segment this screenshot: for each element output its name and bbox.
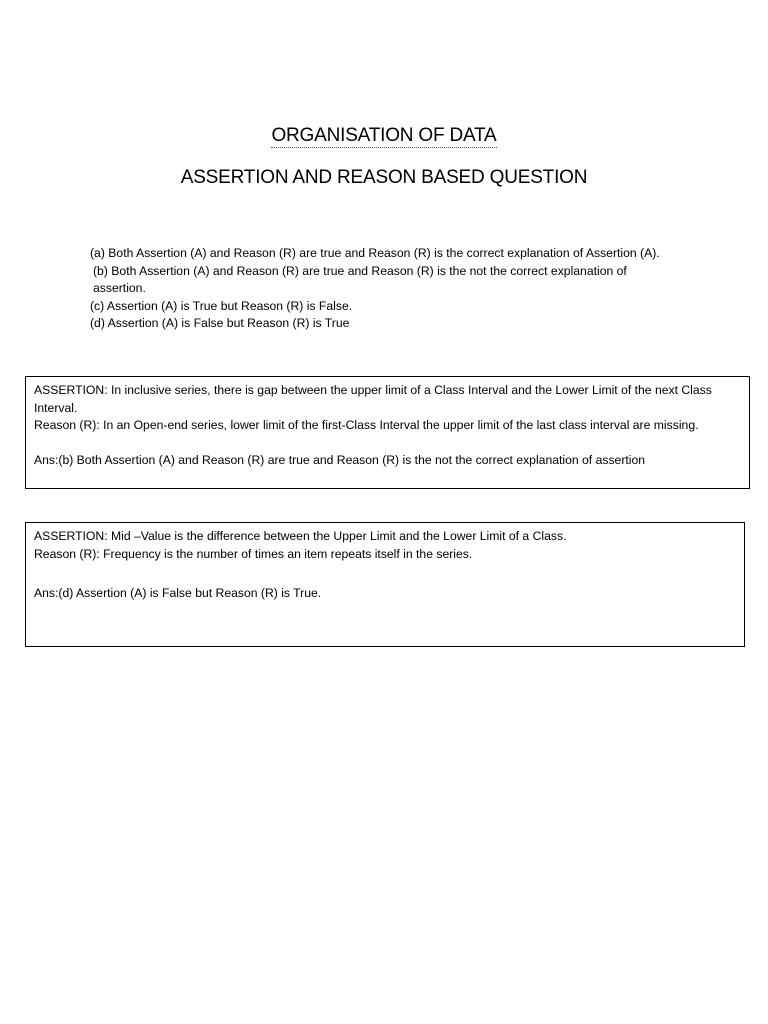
option-b: (b) Both Assertion (A) and Reason (R) are true and Reason (R) is the not the correct explanation of assertion. xyxy=(93,263,627,295)
question-box-1 xyxy=(25,376,750,489)
page-title xyxy=(0,125,768,147)
question-box-2 xyxy=(25,522,745,647)
option-a: (a) Both Assertion (A) and Reason (R) are true and Reason (R) is the correct explanation of Assertion (A). xyxy=(90,246,660,260)
answer-options-list xyxy=(90,245,670,333)
page-title-text: ORGANISATION OF DATA xyxy=(271,125,497,146)
option-c: (c) Assertion (A) is True but Reason (R) is False. xyxy=(90,298,353,313)
answer-text: Ans:(d) Assertion (A) is False but Reason (R) is True. xyxy=(34,586,322,600)
option-d: (d) Assertion (A) is False but Reason (R) is True xyxy=(90,316,350,330)
answer-text: Ans:(b) Both Assertion (A) and Reason (R) are true and Reason (R) is the not the correct explanation of assertion xyxy=(34,453,646,467)
reason-text: Reason (R): In an Open-end series, lower limit of the first-Class Interval the upper limit of the last class interval are missing. xyxy=(34,418,699,432)
assertion-text: ASSERTION: In inclusive series, there is gap between the upper limit of a Class Interval and the Lower Limit of the next Class Interval. xyxy=(34,383,712,415)
reason-text: Reason (R): Frequency is the number of times an item repeats itself in the series. xyxy=(34,546,473,561)
assertion-text: ASSERTION: Mid –Value is the difference between the Upper Limit and the Lower Limit of a Class. xyxy=(34,529,567,543)
page-subtitle: ASSERTION AND REASON BASED QUESTION xyxy=(180,167,588,188)
